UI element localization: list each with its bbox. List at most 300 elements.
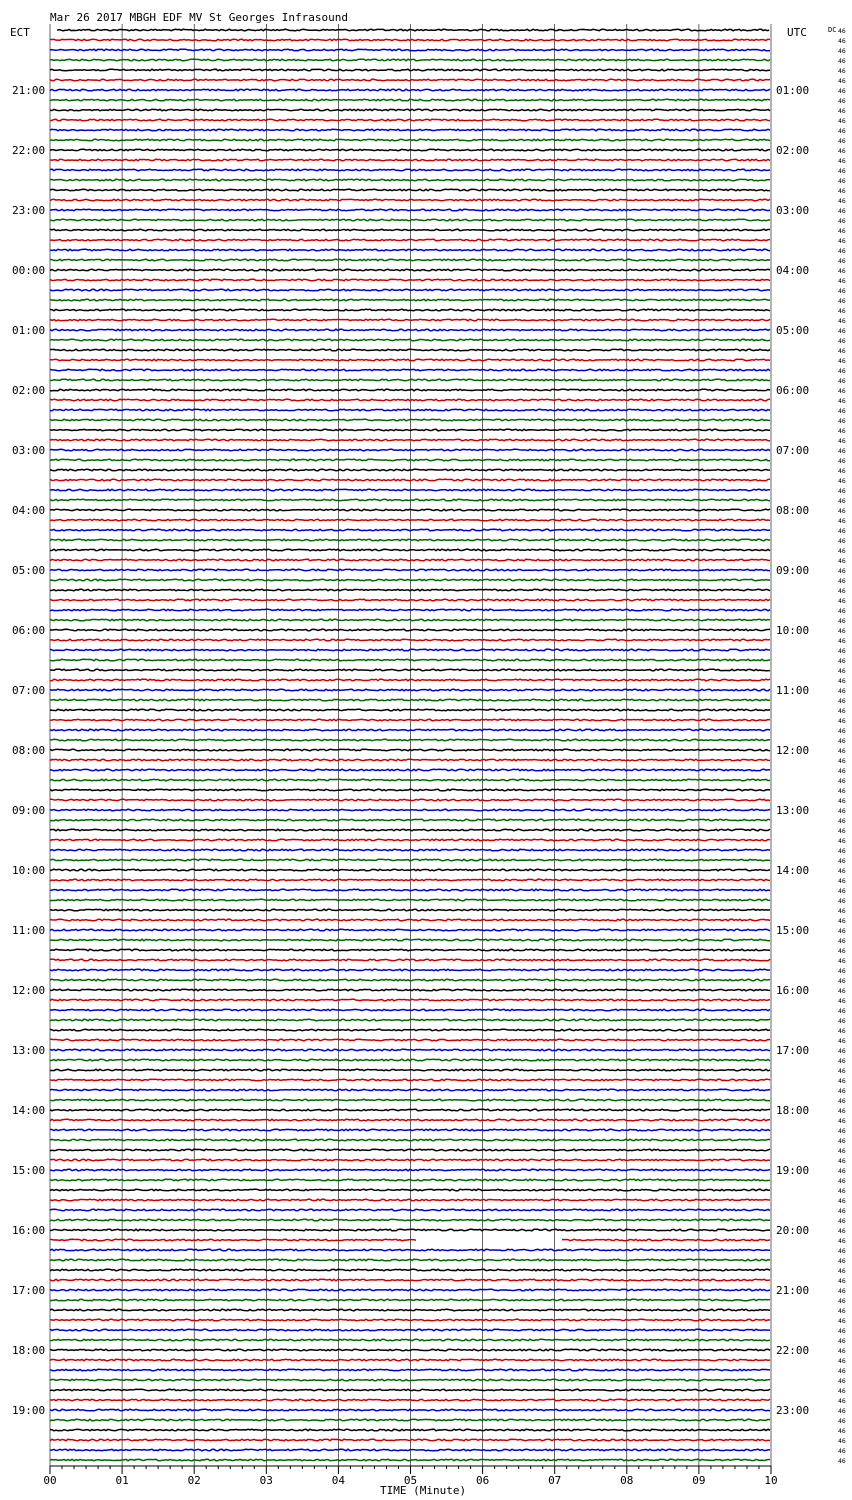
trace-line [50, 1259, 770, 1261]
trace-line [50, 589, 770, 591]
trace-line [50, 1059, 770, 1061]
dc-offset-label: 46 [838, 647, 846, 655]
dc-offset-label: 46 [838, 287, 846, 295]
dc-offset-label: 46 [838, 727, 846, 735]
dc-offset-label: 46 [838, 517, 846, 525]
trace-line [50, 129, 770, 131]
trace-line [50, 1139, 770, 1141]
x-tick-label: 10 [764, 1474, 778, 1487]
trace-line [50, 1159, 770, 1161]
dc-offset-label: 46 [838, 87, 846, 95]
trace-line [50, 49, 770, 51]
ect-hour-label: 08:00 [12, 744, 46, 757]
trace-line [50, 249, 770, 251]
trace-line [50, 1379, 770, 1381]
trace-line [50, 1169, 770, 1171]
dc-offset-label: 46 [838, 127, 846, 135]
trace-line [50, 779, 770, 781]
trace-line [50, 1359, 770, 1361]
ect-hour-label: 03:00 [12, 444, 46, 457]
utc-hour-label: 04:00 [776, 264, 810, 277]
trace-line [50, 309, 770, 311]
ect-hour-label: 11:00 [12, 924, 46, 937]
dc-offset-label: 46 [838, 957, 846, 965]
dc-offset-label: 46 [838, 157, 846, 165]
ect-hour-label: 13:00 [12, 1044, 46, 1057]
dc-offset-label: 46 [838, 1437, 846, 1445]
trace-line [50, 1349, 770, 1351]
trace-line [562, 1239, 770, 1241]
trace-line [50, 989, 770, 991]
dc-offset-label: 46 [838, 1037, 846, 1045]
trace-line [50, 1369, 770, 1371]
trace-line [50, 439, 770, 441]
dc-offset-label: 46 [838, 167, 846, 175]
trace-line [50, 419, 770, 421]
trace-line [50, 1049, 770, 1051]
dc-offset-label: 46 [838, 27, 846, 35]
x-tick-label: 05 [403, 1474, 418, 1487]
trace-line [50, 979, 770, 981]
x-tick-label: 04 [331, 1474, 346, 1487]
trace-line [50, 429, 770, 431]
trace-line [50, 879, 770, 881]
utc-hour-label: 13:00 [776, 804, 810, 817]
dc-offset-label: 46 [838, 767, 846, 775]
dc-offset-label: 46 [838, 1447, 846, 1455]
trace-line [50, 1189, 770, 1191]
dc-offset-label: 46 [838, 677, 846, 685]
dc-offset-label: 46 [838, 57, 846, 65]
utc-hour-label: 07:00 [776, 444, 810, 457]
dc-offset-label: 46 [838, 197, 846, 205]
trace-line [50, 1269, 770, 1271]
dc-offset-label: 46 [838, 707, 846, 715]
dc-offset-label: 46 [838, 47, 846, 55]
dc-offset-label: 46 [838, 147, 846, 155]
dc-offset-label: 46 [838, 267, 846, 275]
dc-offset-label: 46 [838, 717, 846, 725]
x-tick-label: 06 [475, 1474, 490, 1487]
trace-line [50, 1209, 770, 1211]
dc-offset-label: 46 [838, 1367, 846, 1375]
dc-offset-label: 46 [838, 1117, 846, 1125]
dc-offset-label: 46 [838, 207, 846, 215]
trace-line [50, 1069, 770, 1071]
trace-line [50, 649, 770, 651]
trace-line [50, 1219, 770, 1221]
trace-line [50, 619, 770, 621]
trace-line [50, 519, 770, 521]
ect-hour-label: 00:00 [12, 264, 46, 277]
trace-line [50, 89, 770, 91]
trace-line [50, 199, 770, 201]
dc-offset-label: 46 [838, 987, 846, 995]
x-tick-label: 03 [259, 1474, 273, 1487]
utc-hour-label: 16:00 [776, 984, 810, 997]
dc-offset-label: 46 [838, 907, 846, 915]
trace-line [50, 1119, 770, 1121]
ect-hour-label: 05:00 [12, 564, 46, 577]
trace-line [50, 1329, 770, 1331]
dc-offset-label: 46 [838, 927, 846, 935]
dc-offset-label: 46 [838, 1097, 846, 1105]
dc-offset-label: 46 [838, 1307, 846, 1315]
dc-offset-label: 46 [838, 787, 846, 795]
trace-line [50, 969, 770, 971]
trace-line [50, 359, 770, 361]
dc-offset-label: 46 [838, 1407, 846, 1415]
trace-line [50, 1129, 770, 1131]
ect-hour-label: 18:00 [12, 1344, 46, 1357]
dc-offset-label: 46 [838, 1027, 846, 1035]
dc-offset-label: 46 [838, 277, 846, 285]
utc-hour-label: 10:00 [776, 624, 810, 637]
dc-offset-label: 46 [838, 1017, 846, 1025]
trace-line [50, 139, 770, 141]
utc-hour-label: 21:00 [776, 1284, 810, 1297]
trace-line [50, 749, 770, 751]
trace-line [50, 219, 770, 221]
ect-hour-label: 01:00 [12, 324, 46, 337]
trace-line [50, 189, 770, 191]
utc-hour-label: 20:00 [776, 1224, 810, 1237]
trace-line [50, 1459, 770, 1461]
trace-line [50, 949, 770, 951]
trace-line [50, 259, 770, 261]
dc-offset-label: 46 [838, 897, 846, 905]
trace-line [50, 79, 770, 81]
dc-offset-label: 46 [838, 687, 846, 695]
dc-offset-label: 46 [838, 1007, 846, 1015]
x-tick-label: 02 [187, 1474, 201, 1487]
dc-offset-label: 46 [838, 217, 846, 225]
trace-line [50, 319, 770, 321]
trace-line [50, 1289, 770, 1291]
dc-offset-label: 46 [838, 837, 846, 845]
trace-line [50, 829, 770, 831]
dc-offset-label: 46 [838, 627, 846, 635]
utc-hour-label: 14:00 [776, 864, 810, 877]
dc-offset-label: 46 [838, 877, 846, 885]
trace-line [50, 1429, 770, 1431]
trace-line [50, 1179, 770, 1181]
trace-line [50, 1239, 416, 1241]
trace-line [50, 1079, 770, 1081]
ect-hour-label: 19:00 [12, 1404, 46, 1417]
dc-offset-label: 46 [838, 67, 846, 75]
dc-offset-label: 46 [838, 977, 846, 985]
trace-line [50, 159, 770, 161]
trace-line [50, 369, 770, 371]
utc-hour-label: 05:00 [776, 324, 810, 337]
trace-line [50, 959, 770, 961]
trace-line [50, 289, 770, 291]
trace-line [50, 759, 770, 761]
utc-hour-label: 15:00 [776, 924, 810, 937]
trace-line [50, 819, 770, 821]
trace-line [50, 669, 770, 671]
dc-offset-label: 46 [838, 507, 846, 515]
utc-hour-label: 08:00 [776, 504, 810, 517]
utc-hour-label: 23:00 [776, 1404, 810, 1417]
dc-offset-label: 46 [838, 347, 846, 355]
trace-line [50, 849, 770, 851]
trace-line [50, 919, 770, 921]
dc-offset-label: 46 [838, 657, 846, 665]
ect-hour-label: 06:00 [12, 624, 46, 637]
utc-hour-label: 18:00 [776, 1104, 810, 1117]
right-timezone-label: UTC [787, 26, 807, 39]
trace-line [50, 629, 770, 631]
utc-hour-label: 01:00 [776, 84, 810, 97]
dc-offset-label: 46 [838, 237, 846, 245]
trace-line [50, 1229, 770, 1231]
trace-line [50, 1149, 770, 1151]
trace-line [50, 169, 770, 171]
trace-line [50, 719, 770, 721]
dc-offset-label: 46 [838, 827, 846, 835]
trace-line [50, 739, 770, 741]
dc-offset-label: 46 [838, 247, 846, 255]
trace-line [50, 269, 770, 271]
dc-offset-label: 46 [838, 427, 846, 435]
dc-offset-label: 46 [838, 107, 846, 115]
trace-line [50, 1029, 770, 1031]
trace-line [50, 1199, 770, 1201]
trace-line [50, 1099, 770, 1101]
dc-offset-label: 46 [838, 527, 846, 535]
trace-line [50, 119, 770, 121]
dc-offset-label: 46 [838, 1137, 846, 1145]
dc-offset-label: 46 [838, 1147, 846, 1155]
dc-offset-label: 46 [838, 1277, 846, 1285]
trace-line [50, 1019, 770, 1021]
dc-offset-label: 46 [838, 317, 846, 325]
trace-line [50, 769, 770, 771]
ect-hour-label: 10:00 [12, 864, 46, 877]
trace-line [50, 209, 770, 211]
trace-line [50, 1109, 770, 1111]
ect-hour-label: 02:00 [12, 384, 46, 397]
trace-line [50, 639, 770, 641]
trace-line [50, 529, 770, 531]
trace-line [50, 239, 770, 241]
dc-offset-label: 46 [838, 807, 846, 815]
trace-line [50, 939, 770, 941]
dc-offset-label: 46 [838, 1357, 846, 1365]
trace-line [50, 859, 770, 861]
x-tick-label: 09 [692, 1474, 706, 1487]
dc-offset-label: 46 [838, 937, 846, 945]
utc-hour-labels [776, 84, 809, 1417]
dc-offset-label: 46 [838, 1287, 846, 1295]
trace-line [50, 799, 770, 801]
utc-hour-label: 12:00 [776, 744, 810, 757]
dc-offset-label: 46 [838, 857, 846, 865]
trace-line [50, 659, 770, 661]
dc-offset-label: 46 [838, 997, 846, 1005]
trace-line [50, 1039, 770, 1041]
trace-line [50, 789, 770, 791]
dc-offset-label: 46 [838, 497, 846, 505]
trace-line [50, 99, 770, 101]
dc-offset-label: 46 [838, 377, 846, 385]
trace-line [50, 1279, 770, 1281]
trace-line [50, 149, 770, 151]
trace-line [50, 279, 770, 281]
trace-line [50, 899, 770, 901]
dc-offset-label: 46 [838, 1067, 846, 1075]
trace-line [50, 729, 770, 731]
utc-hour-label: 22:00 [776, 1344, 810, 1357]
dc-offset-label: 46 [838, 667, 846, 675]
trace-line [50, 839, 770, 841]
trace-line [50, 69, 770, 71]
trace-line [50, 1449, 770, 1451]
ect-hour-label: 04:00 [12, 504, 46, 517]
dc-offset-label: 46 [838, 797, 846, 805]
dc-offset-label: 46 [838, 1257, 846, 1265]
x-tick-label: 01 [115, 1474, 129, 1487]
x-tick-label: 00 [43, 1474, 57, 1487]
dc-offset-label: 46 [838, 757, 846, 765]
dc-offset-label: 46 [838, 587, 846, 595]
dc-offset-label: 46 [838, 437, 846, 445]
dc-offset-label: 46 [838, 1427, 846, 1435]
trace-line [50, 699, 770, 701]
trace-line [50, 609, 770, 611]
dc-offset-label: 46 [838, 1107, 846, 1115]
trace-line [50, 469, 770, 471]
dc-offset-label: 46 [838, 917, 846, 925]
trace-line [50, 339, 770, 341]
ect-hour-label: 17:00 [12, 1284, 46, 1297]
x-tick-label: 07 [548, 1474, 562, 1487]
trace-line [50, 409, 770, 411]
trace-line [50, 1249, 770, 1251]
dc-offset-label: 46 [838, 327, 846, 335]
dc-offset-label: 46 [838, 887, 846, 895]
trace-line [50, 229, 770, 231]
trace-line [50, 329, 770, 331]
dc-offset-label: 46 [838, 307, 846, 315]
trace-line [50, 299, 770, 301]
dc-offset-label: 46 [838, 1087, 846, 1095]
dc-offset-label: 46 [838, 577, 846, 585]
dc-offset-label: 46 [838, 447, 846, 455]
trace-line [50, 1309, 770, 1311]
ect-hour-labels [12, 84, 45, 1417]
dc-offset-label: 46 [838, 1177, 846, 1185]
dc-offset-label: 46 [838, 617, 846, 625]
trace-line [50, 599, 770, 601]
trace-line [50, 1319, 770, 1321]
dc-offset-label: 46 [838, 867, 846, 875]
utc-hour-label: 06:00 [776, 384, 810, 397]
dc-offset-label: 46 [838, 597, 846, 605]
dc-offset-label: 46 [838, 487, 846, 495]
dc-offset-label: 46 [838, 537, 846, 545]
dc-offset-label: 46 [838, 1187, 846, 1195]
dc-header: DC [828, 26, 837, 34]
trace-line [50, 549, 770, 551]
dc-offset-label: 46 [838, 737, 846, 745]
trace-line [50, 679, 770, 681]
dc-offset-label: 46 [838, 557, 846, 565]
dc-offset-label: 46 [838, 407, 846, 415]
trace-line [50, 1409, 770, 1411]
trace-line [50, 509, 770, 511]
dc-offset-label: 46 [838, 637, 846, 645]
trace-line [50, 1399, 770, 1401]
dc-offset-label: 46 [838, 457, 846, 465]
chart-title: Mar 26 2017 MBGH EDF MV St Georges Infrasound [50, 11, 349, 24]
trace-line [50, 39, 770, 41]
utc-hour-label: 11:00 [776, 684, 810, 697]
dc-offset-label: 46 [838, 547, 846, 555]
dc-offset-label: 46 [838, 817, 846, 825]
dc-offset-label: 46 [838, 1247, 846, 1255]
trace-line [50, 539, 770, 541]
trace-line [50, 579, 770, 581]
dc-offset-label: 46 [838, 1047, 846, 1055]
dc-offset-label: 46 [838, 1167, 846, 1175]
trace-line [57, 29, 769, 31]
dc-offset-label: 46 [838, 747, 846, 755]
trace-line [50, 569, 770, 571]
dc-offset-label: 46 [838, 367, 846, 375]
dc-offset-label: 46 [838, 1217, 846, 1225]
dc-offset-label: 46 [838, 137, 846, 145]
dc-offset-label: 46 [838, 847, 846, 855]
trace-line [50, 1389, 770, 1391]
trace-line [50, 449, 770, 451]
utc-hour-label: 17:00 [776, 1044, 810, 1057]
trace-line [50, 479, 770, 481]
dc-offset-label: 46 [838, 97, 846, 105]
dc-offset-label: 46 [838, 567, 846, 575]
dc-offset-label: 46 [838, 1127, 846, 1135]
dc-offset-label: 46 [838, 187, 846, 195]
dc-offset-label: 46 [838, 357, 846, 365]
trace-line [50, 999, 770, 1001]
dc-offset-label: 46 [838, 467, 846, 475]
left-timezone-label: ECT [10, 26, 30, 39]
trace-line [50, 709, 770, 711]
dc-offset-label: 46 [838, 297, 846, 305]
dc-offset-label: 46 [838, 777, 846, 785]
ect-hour-label: 14:00 [12, 1104, 46, 1117]
trace-line [50, 889, 770, 891]
trace-line [50, 869, 770, 871]
dc-offset-label: 46 [838, 1327, 846, 1335]
dc-offset-label: 46 [838, 77, 846, 85]
dc-offset-label: 46 [838, 967, 846, 975]
ect-hour-label: 16:00 [12, 1224, 46, 1237]
trace-line [50, 1439, 770, 1441]
dc-offset-label: 46 [838, 257, 846, 265]
trace-line [50, 1089, 770, 1091]
dc-offset-label: 46 [838, 227, 846, 235]
trace-line [50, 1419, 770, 1421]
dc-offset-label: 46 [838, 1387, 846, 1395]
dc-offset-label: 46 [838, 477, 846, 485]
trace-line [50, 929, 770, 931]
dc-offset-label: 46 [838, 177, 846, 185]
utc-hour-label: 02:00 [776, 144, 810, 157]
trace-line [50, 459, 770, 461]
